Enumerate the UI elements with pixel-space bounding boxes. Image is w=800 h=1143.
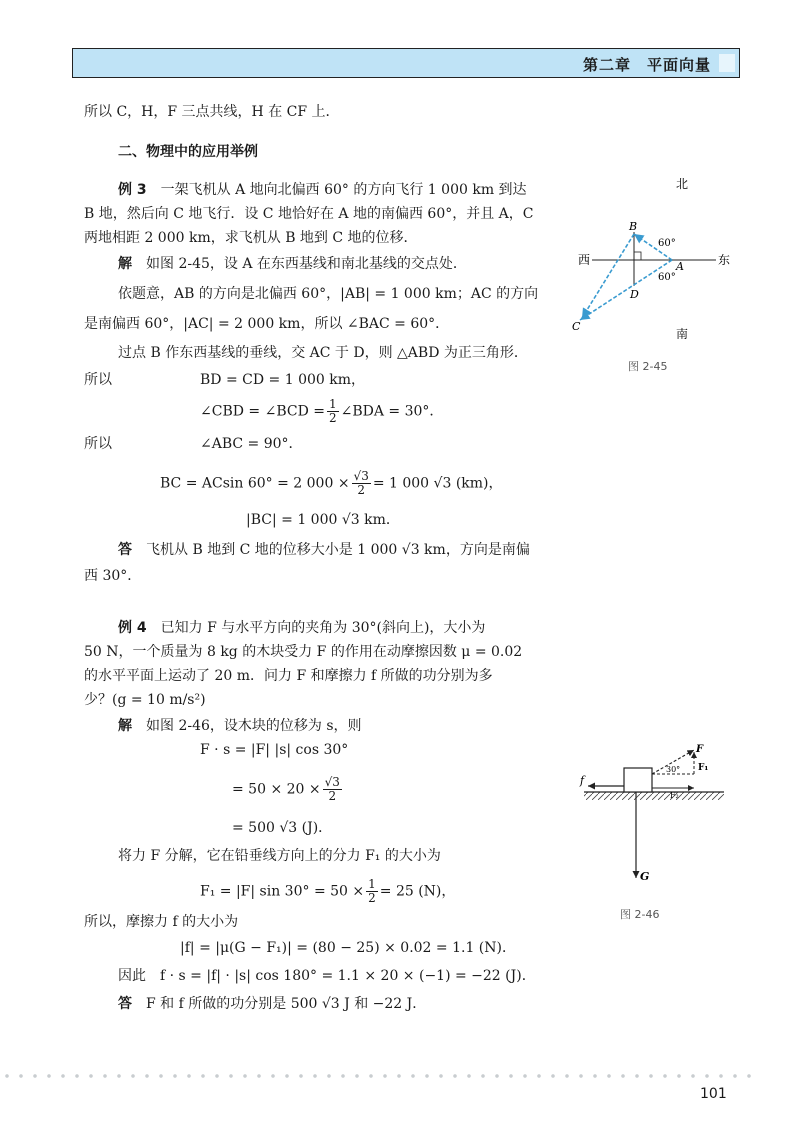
example-4-label: 例 4 [118,620,147,636]
fraction-sqrt3-over-2: $\frac{√3}{2}$ [353,469,369,497]
example-3-line-3: 两地相距 2 000 km，求飞机从 B 地到 C 地的位移． [84,230,418,246]
chapter-header-bar [72,48,740,78]
answer-4-line-1: 答 F 和 f 所做的功分别是 500 √3 J 和 −22 J． [118,996,427,1012]
example-4-line-3: 的水平平面上运动了 20 m．问力 F 和摩擦力 f 所做的功分别为多 [84,668,493,684]
figure-245-west: 西 [578,253,591,267]
fraction-sqrt3-over-2-b: $\frac{√3}{2}$ [324,775,340,803]
chapter-title: 第二章 平面向量 [582,56,711,74]
text-line-collinear: 所以 C，H，F 三点共线，H 在 CF 上． [84,104,340,120]
force-f1-label: F₁ [698,763,709,773]
example-3-line-1: 例 3 一架飞机从 A 地向北偏西 60° 的方向飞行 1 000 km 到达 [118,182,527,198]
example-3-label: 例 3 [118,182,147,198]
solution-3-line-4: 过点 B 作东西基线的垂线，交 AC 于 D，则 △ABD 为正三角形． [118,345,528,361]
answer-3-line-2: 西 30°． [84,568,142,584]
equation-bd-cd: BD = CD = 1 000 km， [200,372,365,388]
solution-4-line-1: 解 如图 2-46，设木块的位移为 s，则 [118,718,362,734]
vector-bc [582,234,634,318]
equation-bc: BC = ACsin 60° = 2 000 × $\frac{√3}{2}$ = 1 000 √3 (km)， [160,469,503,497]
friction-label: f [580,774,585,787]
page-number: 101 [700,1086,727,1102]
work-equation-3: = 500 √3 (J)． [232,820,333,836]
figure-2-45 [560,170,750,350]
example-4-line-4: 少？(g = 10 m/s²) [84,692,206,708]
solution-3-line-2: 依题意，AB 的方向是北偏西 60°，|AB| = 1 000 km；AC 的方向 [118,286,539,302]
block [624,768,652,792]
right-angle-mark [634,252,641,260]
vector-ac [580,260,672,320]
figure-2-46 [574,740,744,900]
figure-245-south: 南 [676,327,689,341]
ground-hatch [584,792,724,800]
so-label-1: 所以 [84,372,112,388]
footer-dotted-rule [0,1073,760,1079]
equation-angles: ∠CBD = ∠BCD = $\frac{1}{2}$ ∠BDA = 30°． [200,397,444,425]
figure-246-caption: 图 2-46 [620,908,660,921]
solution-3-line-3: 是南偏西 60°，|AC| = 2 000 km，所以 ∠BAC = 60°． [84,316,450,332]
gravity-label: G [640,870,650,883]
force-f-label: F [696,744,704,755]
fraction-half: $\frac{1}{2}$ [328,397,337,425]
solution-3-line-1: 解 如图 2-45，设 A 在东西基线和南北基线的交点处． [118,256,467,272]
solution-4-label: 解 [118,718,132,734]
equation-bc-magnitude: |BC| = 1 000 √3 km． [246,512,400,528]
answer-3-line-1: 答 飞机从 B 地到 C 地的位移大小是 1 000 √3 km，方向是南偏 [118,542,530,558]
example-3-line-2: B 地，然后向 C 地飞行．设 C 地恰好在 A 地的南偏西 60°，并且 A，C [84,206,534,222]
angle-label-top: 60° [658,238,676,249]
figure-245-north: 北 [676,177,689,191]
solution-3-label: 解 [118,256,132,272]
decompose-line: 将力 F 分解，它在铅垂线方向上的分力 F₁ 的大小为 [118,848,441,864]
equation-f1: F₁ = |F| sin 30° = 50 × $\frac{1}{2}$ = 25 (N)， [200,877,456,905]
equation-friction-work: 因此 f · s = |f| · |s| cos 180° = 1.1 × 20 × (−1) = −22 (J)． [118,968,536,984]
answer-4-label: 答 [118,996,132,1012]
point-d-label: D [630,288,639,301]
answer-3-label: 答 [118,542,132,558]
figure-245-east: 东 [718,253,731,267]
equation-abc: ∠ABC = 90°． [200,436,303,452]
point-a-label: A [676,260,684,273]
equation-friction: |f| = |μ(G − F₁)| = (80 − 25) × 0.02 = 1.1 (N)． [180,940,516,956]
fraction-one-half: $\frac{1}{2}$ [368,877,376,905]
work-equation-2: = 50 × 20 × $\frac{√3}{2}$ [232,775,340,803]
example-4-line-1: 例 4 已知力 F 与水平方向的夹角为 30°(斜向上)，大小为 [118,620,486,636]
force-f2-label: F₂ [670,791,679,800]
point-b-label: B [629,220,638,233]
header-tab-decoration [719,54,735,72]
work-equation-1: F · s = |F| |s| cos 30° [200,742,349,758]
angle-label-bottom: 60° [658,272,676,283]
angle-30-label: 30° [666,765,681,774]
friction-intro: 所以，摩擦力 f 的大小为 [84,914,239,930]
so-label-2: 所以 [84,436,112,452]
figure-245-caption: 图 2-45 [628,360,668,373]
example-4-line-2: 50 N，一个质量为 8 kg 的木块受力 F 的作用在动摩擦因数 μ = 0.02 [84,644,523,660]
point-c-label: C [572,320,581,333]
section-heading: 二、物理中的应用举例 [118,144,258,160]
